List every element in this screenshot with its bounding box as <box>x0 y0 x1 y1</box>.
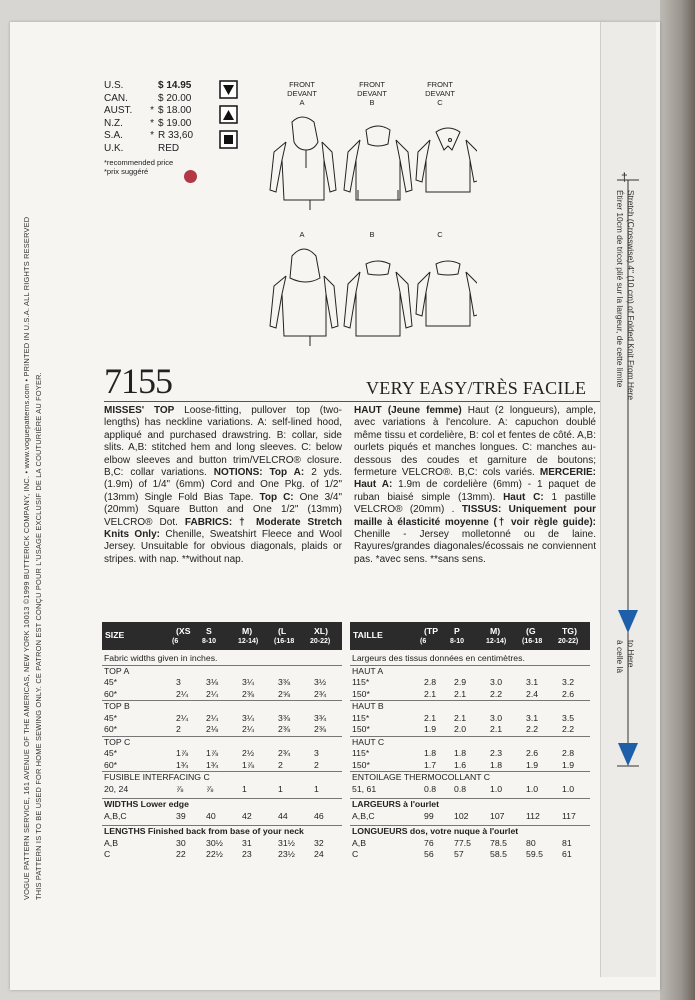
table-cell: 115* <box>352 712 370 723</box>
table-cell: 1.0 <box>490 783 503 794</box>
size-name: (G <box>526 626 536 636</box>
dagger-mark: † <box>621 170 628 184</box>
en-title: MISSES' TOP <box>104 405 175 416</box>
back-view-a <box>270 249 338 346</box>
spine-text: VOGUE PATTERN SERVICE, 161 AVENUE OF THE AMERICAS, NEW YORK 10013 ©1999 BUTTERICK COMPANY, INC. • www.voguepatterns.com • PRINTED IN U.S.A. ALL RIGHTS RESERVED <box>22 216 31 900</box>
table-row <box>102 689 342 701</box>
table-cell: 39 <box>176 810 186 821</box>
table-cell: 3⅛ <box>206 677 219 687</box>
en-notions-c-label: Top C: <box>259 491 294 503</box>
table-cell: 112 <box>526 810 540 821</box>
table-cell: 51, 61 <box>352 783 377 794</box>
widths-title <box>350 798 590 811</box>
table-cell: 1⅞ <box>206 748 219 758</box>
table-cell: 2.8 <box>562 748 575 758</box>
to-here-line-2: à celle là <box>615 640 625 674</box>
table-cell: 60* <box>104 688 118 699</box>
price: $ 19.00 <box>158 117 192 129</box>
table-cell: 2¼ <box>242 724 255 734</box>
table-cell: 0.8 <box>424 783 437 794</box>
widths-note <box>350 653 590 665</box>
table-cell: 1⅞ <box>242 759 255 770</box>
section-title-text: TOP B <box>104 701 130 711</box>
red-price-dot <box>184 170 197 183</box>
price-row <box>104 105 218 118</box>
table-cell: 1⅞ <box>176 748 189 758</box>
table-cell: 3.5 <box>562 712 575 723</box>
size-range: (6 <box>420 638 427 645</box>
table-row <box>350 713 590 725</box>
table-cell: 3.2 <box>562 677 575 687</box>
blue-arrow-2 <box>618 743 638 766</box>
price: R 33,60 <box>158 130 194 142</box>
table-cell: 2⅛ <box>206 724 219 734</box>
difficulty-label: VERY EASY/TRÈS FACILE <box>366 378 587 398</box>
label-line: DEVANT <box>357 89 387 98</box>
table-cell: 30 <box>176 837 186 848</box>
table-cell: 2.3 <box>490 748 503 758</box>
table-cell: 150* <box>352 759 370 770</box>
table-cell: 40 <box>206 810 216 821</box>
size-name: TG) <box>562 626 577 636</box>
table-cell: 0.8 <box>454 783 467 794</box>
view-label-back-c: C <box>437 230 443 239</box>
size-name: (L <box>278 626 287 636</box>
table-cell: 44 <box>278 810 288 821</box>
label-letter: B <box>369 98 375 107</box>
table-cell: 2.8 <box>424 677 437 687</box>
table-cell: 2⅜ <box>314 724 327 734</box>
table-cell: 60* <box>104 759 118 770</box>
table-row <box>350 811 590 823</box>
section-title <box>350 665 590 678</box>
table-row <box>350 724 590 736</box>
table-cell: 22½ <box>206 849 223 859</box>
back-view-b <box>344 261 412 336</box>
view-label-back-a: A <box>299 230 305 239</box>
table-cell: 2.0 <box>454 724 467 734</box>
table-cell: 2.1 <box>454 688 467 699</box>
table-cell: 2½ <box>242 748 255 758</box>
table-cell: 1.9 <box>424 724 437 734</box>
table-cell: 45* <box>104 748 118 758</box>
price-list <box>104 80 218 176</box>
mark <box>134 80 158 93</box>
country: U.S. <box>104 80 124 91</box>
table-row <box>102 713 342 725</box>
table-cell: 3½ <box>314 677 327 687</box>
size-range: 20-22) <box>558 638 579 645</box>
size-name: P <box>454 626 460 636</box>
section-title <box>102 736 342 749</box>
section-title-text: FUSIBLE INTERFACING C <box>104 772 210 782</box>
table-cell: 1¾ <box>206 759 219 770</box>
section-title <box>102 700 342 713</box>
table-cell: 80 <box>526 837 536 848</box>
label-letter: A <box>299 98 305 107</box>
table-cell: 2.1 <box>424 688 437 699</box>
table-cell: 1.9 <box>526 759 539 770</box>
country: U.K. <box>104 142 124 154</box>
table-cell: 2.2 <box>490 688 503 699</box>
table-row <box>350 748 590 760</box>
table-cell: 3⅜ <box>278 677 291 687</box>
widths-note-text: Largeurs des tissus données en centimètres. <box>352 653 525 663</box>
table-cell: 24 <box>314 849 324 859</box>
table-cell: 1.6 <box>454 759 467 770</box>
table-cell: 1 <box>278 783 283 794</box>
table-row <box>102 724 342 736</box>
table-cell: 3.0 <box>490 712 503 723</box>
view-label-front-b <box>337 80 407 107</box>
table-cell: 77.5 <box>454 837 471 848</box>
table-cell: 2⅜ <box>278 724 291 734</box>
en-desc: Loose-fitting, pullover top (two-lengths) has neckline variations. A: self-lined hood, appliqué and purchased drawstring. B: collar, side slits. A,B: stitched hem and long sleeves. C: below elbow sleeves and button trim/VELCRO® closure. B,C: collar variations. <box>104 405 342 479</box>
table-cell: 102 <box>454 810 469 821</box>
table-cell: 45* <box>104 712 118 723</box>
table-cell: 2.1 <box>490 724 503 734</box>
table-cell: 2.6 <box>562 688 575 699</box>
table-cell: 3 <box>314 748 319 758</box>
background-edge <box>660 0 695 1000</box>
fr-notions-a: 1.9m de cordelière (6mm) - 1 paquet de ruban biaisé simple (13mm). <box>354 479 596 503</box>
size-name: S <box>206 626 212 636</box>
table-cell: A,B <box>352 837 367 848</box>
table-cell: 2.1 <box>454 712 467 723</box>
size-header <box>350 622 590 650</box>
spine-text-2: THIS PATTERN IS TO BE USED FOR HOME SEWING ONLY. CE PATRON EST CONÇU POUR L'USAGE EXCLUSIF DE LA COUTURIÈRE AU FOYER. <box>34 372 43 900</box>
lengths-title-text: LONGUEURS dos, votre nuque à l'ourlet <box>352 826 519 836</box>
table-cell: 2.2 <box>562 724 575 734</box>
table-cell: 56 <box>424 849 434 859</box>
table-cell: 2.9 <box>454 677 467 687</box>
price-row <box>104 130 218 143</box>
table-cell: A,B,C <box>104 810 127 821</box>
label-line: FRONT <box>359 80 385 89</box>
view-label-front-c <box>405 80 475 107</box>
size-range: 8-10 <box>202 638 217 645</box>
price-row <box>104 93 218 106</box>
price: $ 20.00 <box>158 92 192 104</box>
size-range: 8-10 <box>450 638 465 645</box>
table-cell: 1.0 <box>562 783 575 794</box>
table-cell: 2¼ <box>206 688 219 699</box>
section-title <box>350 736 590 749</box>
stretch-guide-line-2: Étirer 10cm de tricot plié sur la largeur, de cette limite <box>615 190 625 388</box>
table-cell: 60* <box>104 724 118 734</box>
french-yardage-table <box>350 622 590 861</box>
table-cell: 2¾ <box>278 748 291 758</box>
size-range: (16-18 <box>522 638 543 645</box>
price: $ 18.00 <box>158 105 192 117</box>
en-fabrics: Chenille, Sweatshirt Fleece and Wool Jersey. Unsuitable for obvious diagonals, plaids or stripes. with nap. **without nap. <box>104 529 342 565</box>
table-cell: 99 <box>424 810 434 821</box>
table-cell: 3¼ <box>242 712 255 723</box>
section-title-text: TOP A <box>104 665 130 676</box>
section-title <box>350 771 590 784</box>
mark: * <box>150 130 154 142</box>
square-icon <box>224 135 233 144</box>
table-row <box>102 760 342 772</box>
table-cell: 115* <box>352 677 370 687</box>
widths-note <box>102 653 342 665</box>
table-cell: 1¾ <box>176 759 189 770</box>
size-label: TAILLE <box>353 630 383 640</box>
table-cell: 59.5 <box>526 849 543 859</box>
fr-title: HAUT (Jeune femme) <box>354 405 462 416</box>
table-cell: 61 <box>562 849 572 859</box>
lengths-title <box>102 825 342 838</box>
stretch-guide-ruler <box>614 175 642 775</box>
price-row <box>104 118 218 131</box>
table-cell: C <box>352 849 359 859</box>
view-label-back-b: B <box>369 230 375 239</box>
blue-arrow-1 <box>618 610 638 633</box>
size-name: M) <box>242 626 253 636</box>
english-description <box>104 405 342 566</box>
widths-title-text: WIDTHS Lower edge <box>104 799 189 809</box>
section-title-text: ENTOILAGE THERMOCOLLANT C <box>352 772 491 782</box>
pattern-number: 7155 <box>104 361 172 401</box>
table-cell: 1 <box>242 783 247 794</box>
table-cell: 3.1 <box>526 712 539 723</box>
price-row <box>104 143 218 156</box>
price-row <box>104 80 218 93</box>
en-notions-c: One 3/4" (20mm) Square Button and One 1/2" (13mm) VELCRO® Dot. <box>104 491 343 528</box>
table-cell: 1 <box>314 783 319 794</box>
table-cell: 76 <box>424 837 434 848</box>
size-range: (6 <box>172 638 179 645</box>
mark: * <box>150 105 154 117</box>
table-row <box>102 811 342 823</box>
table-row <box>350 689 590 701</box>
table-cell: 2 <box>176 724 181 734</box>
table-cell: 30½ <box>206 837 223 848</box>
table-cell: 2¼ <box>176 712 189 723</box>
section-title-text: HAUT B <box>352 701 384 711</box>
table-cell: 2.1 <box>424 712 437 723</box>
section-title-text: HAUT A <box>352 665 384 676</box>
table-row <box>102 784 342 796</box>
price-note-fr: *prix suggéré <box>104 166 149 176</box>
garment-line-drawings <box>262 110 477 360</box>
table-cell: 1.7 <box>424 759 437 770</box>
french-description <box>354 405 596 566</box>
table-cell: 2.2 <box>526 724 539 734</box>
label-line: FRONT <box>427 80 453 89</box>
mark <box>134 93 158 106</box>
size-label: SIZE <box>105 630 125 640</box>
table-cell: 31 <box>242 837 252 848</box>
section-title-text: TOP C <box>104 736 131 747</box>
price: RED <box>158 142 180 154</box>
fr-notions-a-label: Haut A: <box>354 479 393 491</box>
table-row <box>102 677 342 689</box>
table-cell: 2.4 <box>526 688 539 699</box>
mark: * <box>150 117 154 129</box>
table-row <box>350 677 590 689</box>
table-row <box>350 838 590 850</box>
table-cell: 1.8 <box>424 748 437 758</box>
size-range: 20-22) <box>310 638 331 645</box>
widths-title-text: LARGEURS à l'ourlet <box>352 799 440 809</box>
table-cell: 2 <box>314 759 319 770</box>
table-cell: 58.5 <box>490 849 507 859</box>
table-cell: 23½ <box>278 849 295 859</box>
price: $ 14.95 <box>158 80 192 91</box>
en-notions-a-label: Top A: <box>269 467 305 479</box>
header-rule <box>104 401 600 402</box>
table-cell: 31½ <box>278 837 295 848</box>
table-cell: 2 <box>278 759 283 770</box>
size-range: 12-14) <box>486 638 507 645</box>
table-cell: 3⅜ <box>278 712 291 723</box>
label-line: DEVANT <box>287 89 317 98</box>
table-cell: 3¼ <box>242 677 255 687</box>
section-title <box>102 665 342 678</box>
view-label-front-a <box>267 80 337 107</box>
price-note-en: *recommended price <box>104 157 174 167</box>
table-cell: 115* <box>352 748 370 758</box>
table-cell: 2.6 <box>526 748 539 758</box>
en-notions-label: NOTIONS: <box>213 467 263 479</box>
table-row <box>102 838 342 850</box>
fr-desc: Haut (2 longueurs), ample, avec variations à l'encolure. A: capuchon doublé même tissu et cordelière, B: col et fentes de côté. A,B: ourlets piqués et manches longues. C: manches au-dessous des coudes et garniture de boutons; fermeture VELCRO®. B,C: cols variés. <box>354 405 596 479</box>
table-cell: ⅞ <box>206 783 214 794</box>
size-header <box>102 622 342 650</box>
table-row <box>350 760 590 772</box>
fr-fabrics-label: TISSUS: Uniquement pour maille à élasticité moyenne († voir règle guide): <box>354 504 597 528</box>
table-cell: 3¾ <box>314 712 327 723</box>
table-cell: 42 <box>242 810 252 821</box>
lengths-title-text: LENGTHS Finished back from base of your neck <box>104 826 304 836</box>
fr-notions-c-label: Haut C: <box>503 491 544 503</box>
fr-notions-label: MERCERIE: <box>539 467 596 479</box>
table-row <box>350 849 590 861</box>
section-title <box>350 700 590 713</box>
table-cell: A,B,C <box>352 810 375 821</box>
table-cell: 2¼ <box>206 712 219 723</box>
fr-notions-c: 1 pastille VELCRO® (20mm) . <box>354 491 596 516</box>
front-view-a <box>270 117 336 210</box>
table-cell: 2⅜ <box>242 688 255 699</box>
table-cell: C <box>104 849 111 859</box>
table-cell: A,B <box>104 837 119 848</box>
country: CAN. <box>104 92 128 104</box>
size-name: (TP <box>424 626 438 636</box>
label-letter: C <box>437 98 443 107</box>
country: S.A. <box>104 130 123 142</box>
table-row <box>350 784 590 796</box>
table-cell: 2¼ <box>176 688 189 699</box>
widths-title <box>102 798 342 811</box>
table-cell: 3.1 <box>526 677 539 687</box>
stretch-guide-line-1: Stretch (Crosswise) 4" (10 cm) of Folded Knit From Here <box>626 190 636 401</box>
table-cell: 150* <box>352 724 370 734</box>
size-range: 12-14) <box>238 638 259 645</box>
table-cell: 22 <box>176 849 186 859</box>
table-cell: 2⅝ <box>278 688 291 699</box>
widths-note-text: Fabric widths given in inches. <box>104 653 218 663</box>
table-cell: 81 <box>562 837 572 848</box>
section-title-text: HAUT C <box>352 736 385 747</box>
lengths-title <box>350 825 590 838</box>
size-name: XL) <box>314 626 328 636</box>
table-cell: 45* <box>104 677 118 687</box>
label-line: DEVANT <box>425 89 455 98</box>
table-cell: 3.0 <box>490 677 503 687</box>
en-notions-a: 2 yds. (1.9m) of 1/4" (6mm) Cord and One Pkg. of 1/2" (13mm) Single Fold Bias Tape. <box>104 467 343 503</box>
table-cell: 20, 24 <box>104 783 129 794</box>
table-cell: 1.8 <box>454 748 467 758</box>
table-cell: ⅞ <box>176 783 184 794</box>
table-cell: 78.5 <box>490 837 507 848</box>
to-here-line-1: to Here <box>626 640 636 668</box>
country: N.Z. <box>104 117 123 129</box>
table-cell: 3 <box>176 677 181 687</box>
table-cell: 1.9 <box>562 759 575 770</box>
fr-fabrics: Chenille - Jersey molletonné ou de laine. Rayures/grandes diagonales/écossais ne conviennent pas. *avec sens. **sans sens. <box>354 529 596 565</box>
mark <box>134 143 158 156</box>
country: AUST. <box>104 105 133 117</box>
front-view-c <box>416 128 477 192</box>
table-cell: 32 <box>314 837 324 848</box>
english-yardage-table <box>102 622 342 861</box>
front-view-b <box>344 126 412 200</box>
section-title <box>102 771 342 784</box>
size-range: (16-18 <box>274 638 295 645</box>
table-cell: 1.8 <box>490 759 503 770</box>
size-name: M) <box>490 626 501 636</box>
table-cell: 46 <box>314 810 324 821</box>
en-fabrics-label: FABRICS: † Moderate Stretch Knits Only: <box>104 516 342 541</box>
table-cell: 107 <box>490 810 505 821</box>
back-view-c <box>416 261 477 326</box>
table-cell: 117 <box>562 810 576 821</box>
symbol-icons <box>219 80 239 152</box>
table-cell: 2¾ <box>314 688 327 699</box>
table-row <box>102 748 342 760</box>
table-cell: 150* <box>352 688 370 699</box>
table-cell: 23 <box>242 849 252 859</box>
size-name: (XS <box>176 626 191 636</box>
table-row <box>102 849 342 861</box>
table-cell: 57 <box>454 849 464 859</box>
label-line: FRONT <box>289 80 315 89</box>
table-cell: 1.0 <box>526 783 539 794</box>
